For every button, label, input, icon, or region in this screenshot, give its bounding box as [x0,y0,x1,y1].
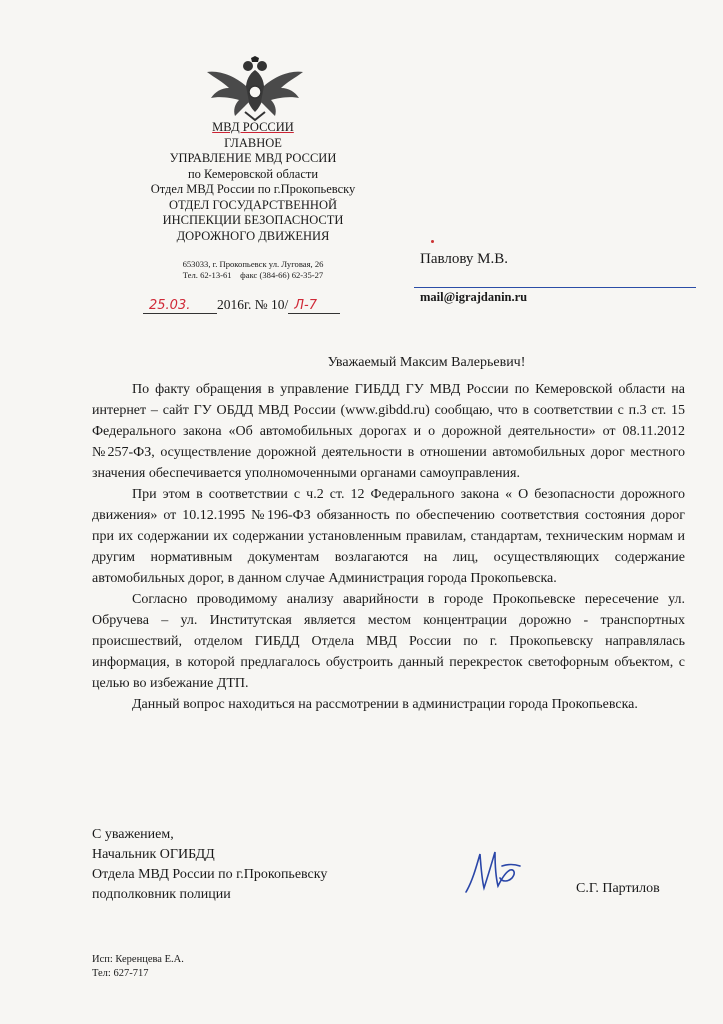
letterhead-contacts [128,259,378,280]
handwritten-number: Л-7 [288,298,340,314]
letter-body [92,379,685,715]
letterhead-address: 653033, г. Прокопьевск ул. Луговая, 26 [182,259,324,269]
body-paragraph: Данный вопрос находиться на рассмотрении в администрации города Прокопьевска. [132,697,638,712]
handwritten-date: 25.03. [143,298,217,314]
body-paragraph: По факту обращения в управление ГИБДД ГУ МВД России по Кемеровской области на интернет – сайт ГУ ОБДД МВД России (www.gibdd.ru) сообщаю, что в соответствии с п.3 ст. 15 Федерального закона «Об автомобильных дорогах и о дорожной деятельности» от 08.11.2012 №257-ФЗ, осуществление дорожной деятельности в отношении автомобильных дорог местного значения обеспечивается уполномоченными органами самоуправления. [92,382,685,481]
letterhead-line: ДОРОЖНОГО ДВИЖЕНИЯ [176,228,330,243]
recipient-email: mail@igrajdanin.ru [420,290,528,304]
document-dateline [143,297,340,314]
body-paragraph: Согласно проводимому анализу аварийности в городе Прокопьевске пересечение ул. Обручева – ул. Институтская является местом концентрации дорожно - транспортных происшествий, отделом ГИБДД Отдела МВД России по г. Прокопьевску направлялась информация, в которой предлагалось обустроить данный перекресток светофорным объектом, с целью во избежание ДТП. [92,592,685,691]
double-headed-eagle-emblem [205,56,305,122]
greeting: Уважаемый Максим Валерьевич! [327,355,526,370]
letterhead-line: УПРАВЛЕНИЕ МВД РОССИИ [169,151,337,165]
recipient-rule [414,287,696,288]
letterhead-line: ОТДЕЛ ГОСУДАРСТВЕННОЙ [168,197,338,212]
handwritten-signature [462,848,522,896]
closing-line: Начальник ОГИБДД [92,847,215,862]
letterhead-line: ИНСПЕКЦИИ БЕЗОПАСНОСТИ [162,213,344,227]
document-year: 2016г. [217,297,252,312]
recipient-name: Павлову М.В. [420,251,509,267]
letterhead-phones: Тел. 62-13-61 факс (384-66) 62-35-27 [182,269,324,280]
ink-dot [431,240,434,243]
letterhead [128,120,378,244]
executor-phone: Тел: 627-717 [92,968,149,979]
signer-name: С.Г. Партилов [576,881,660,896]
executor-name: Исп: Керенцева Е.А. [92,954,184,965]
closing-line: Отдела МВД России по г.Прокопьевску [92,867,328,882]
closing-line: С уважением, [92,827,174,842]
letterhead-line: Отдел МВД России по г.Прокопьевску [150,182,356,196]
org-name: МВД РОССИИ [212,120,294,134]
letterhead-line: по Кемеровской области [187,166,319,181]
executor-block [92,953,184,981]
closing-block [92,825,327,905]
body-paragraph: При этом в соответствии с ч.2 ст. 12 Федерального закона « О безопасности дорожного движения» от 10.12.1995 №196-ФЗ обязанность по обеспечению соответствия состояния дорог при их содержании их содержании установленным правилам, стандартам, техническим нормам и другим нормативным документам возлагаются на лиц, осуществляющих содержание автомобильных дорог, в данном случае Администрация города Прокопьевска. [92,487,685,586]
closing-line: подполковник полиции [92,887,231,902]
letterhead-line: ГЛАВНОЕ [224,135,282,150]
document-number-prefix: № 10/ [254,297,289,312]
